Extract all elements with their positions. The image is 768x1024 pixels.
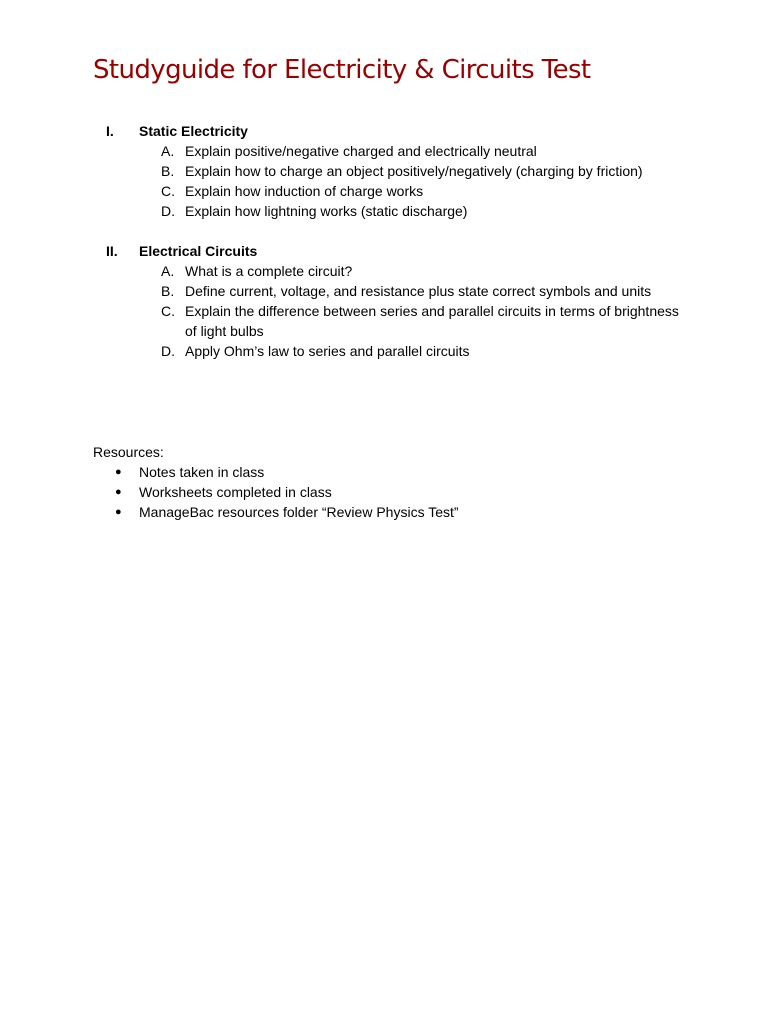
- section-numeral: I.: [106, 123, 114, 139]
- item-letter: D.: [161, 343, 175, 359]
- item-text: Explain how to charge an object positively/negatively (charging by friction): [185, 163, 643, 179]
- item-text: Explain the difference between series and parallel circuits in terms of brightness of light bulbs: [185, 303, 679, 339]
- item-text: Apply Ohm’s law to series and parallel circuits: [185, 343, 470, 359]
- bullet-icon: ●: [115, 506, 122, 518]
- item-letter: A.: [161, 143, 175, 159]
- item-text: Explain how induction of charge works: [185, 183, 424, 199]
- section-numeral: II.: [106, 243, 118, 259]
- section-heading: Electrical Circuits: [139, 243, 258, 259]
- resource-text: Worksheets completed in class: [139, 484, 332, 500]
- resource-text: Notes taken in class: [139, 464, 265, 480]
- item-text: Define current, voltage, and resistance plus state correct symbols and units: [185, 283, 652, 299]
- item-text: What is a complete circuit?: [185, 263, 353, 279]
- bullet-icon: ●: [115, 466, 122, 478]
- item-letter: B.: [161, 283, 175, 299]
- item-letter: D.: [161, 203, 175, 219]
- section-heading: Static Electricity: [139, 123, 248, 139]
- item-letter: C.: [161, 303, 175, 319]
- resource-text: ManageBac resources folder “Review Physics Test”: [139, 504, 459, 520]
- item-letter: C.: [161, 183, 175, 199]
- item-letter: A.: [161, 263, 175, 279]
- resources-label: Resources:: [93, 444, 164, 460]
- item-letter: B.: [161, 163, 175, 179]
- bullet-icon: ●: [115, 486, 122, 498]
- page-title: Studyguide for Electricity & Circuits Test: [93, 55, 591, 85]
- item-text: Explain positive/negative charged and electrically neutral: [185, 143, 537, 159]
- item-text: Explain how lightning works (static discharge): [185, 203, 468, 219]
